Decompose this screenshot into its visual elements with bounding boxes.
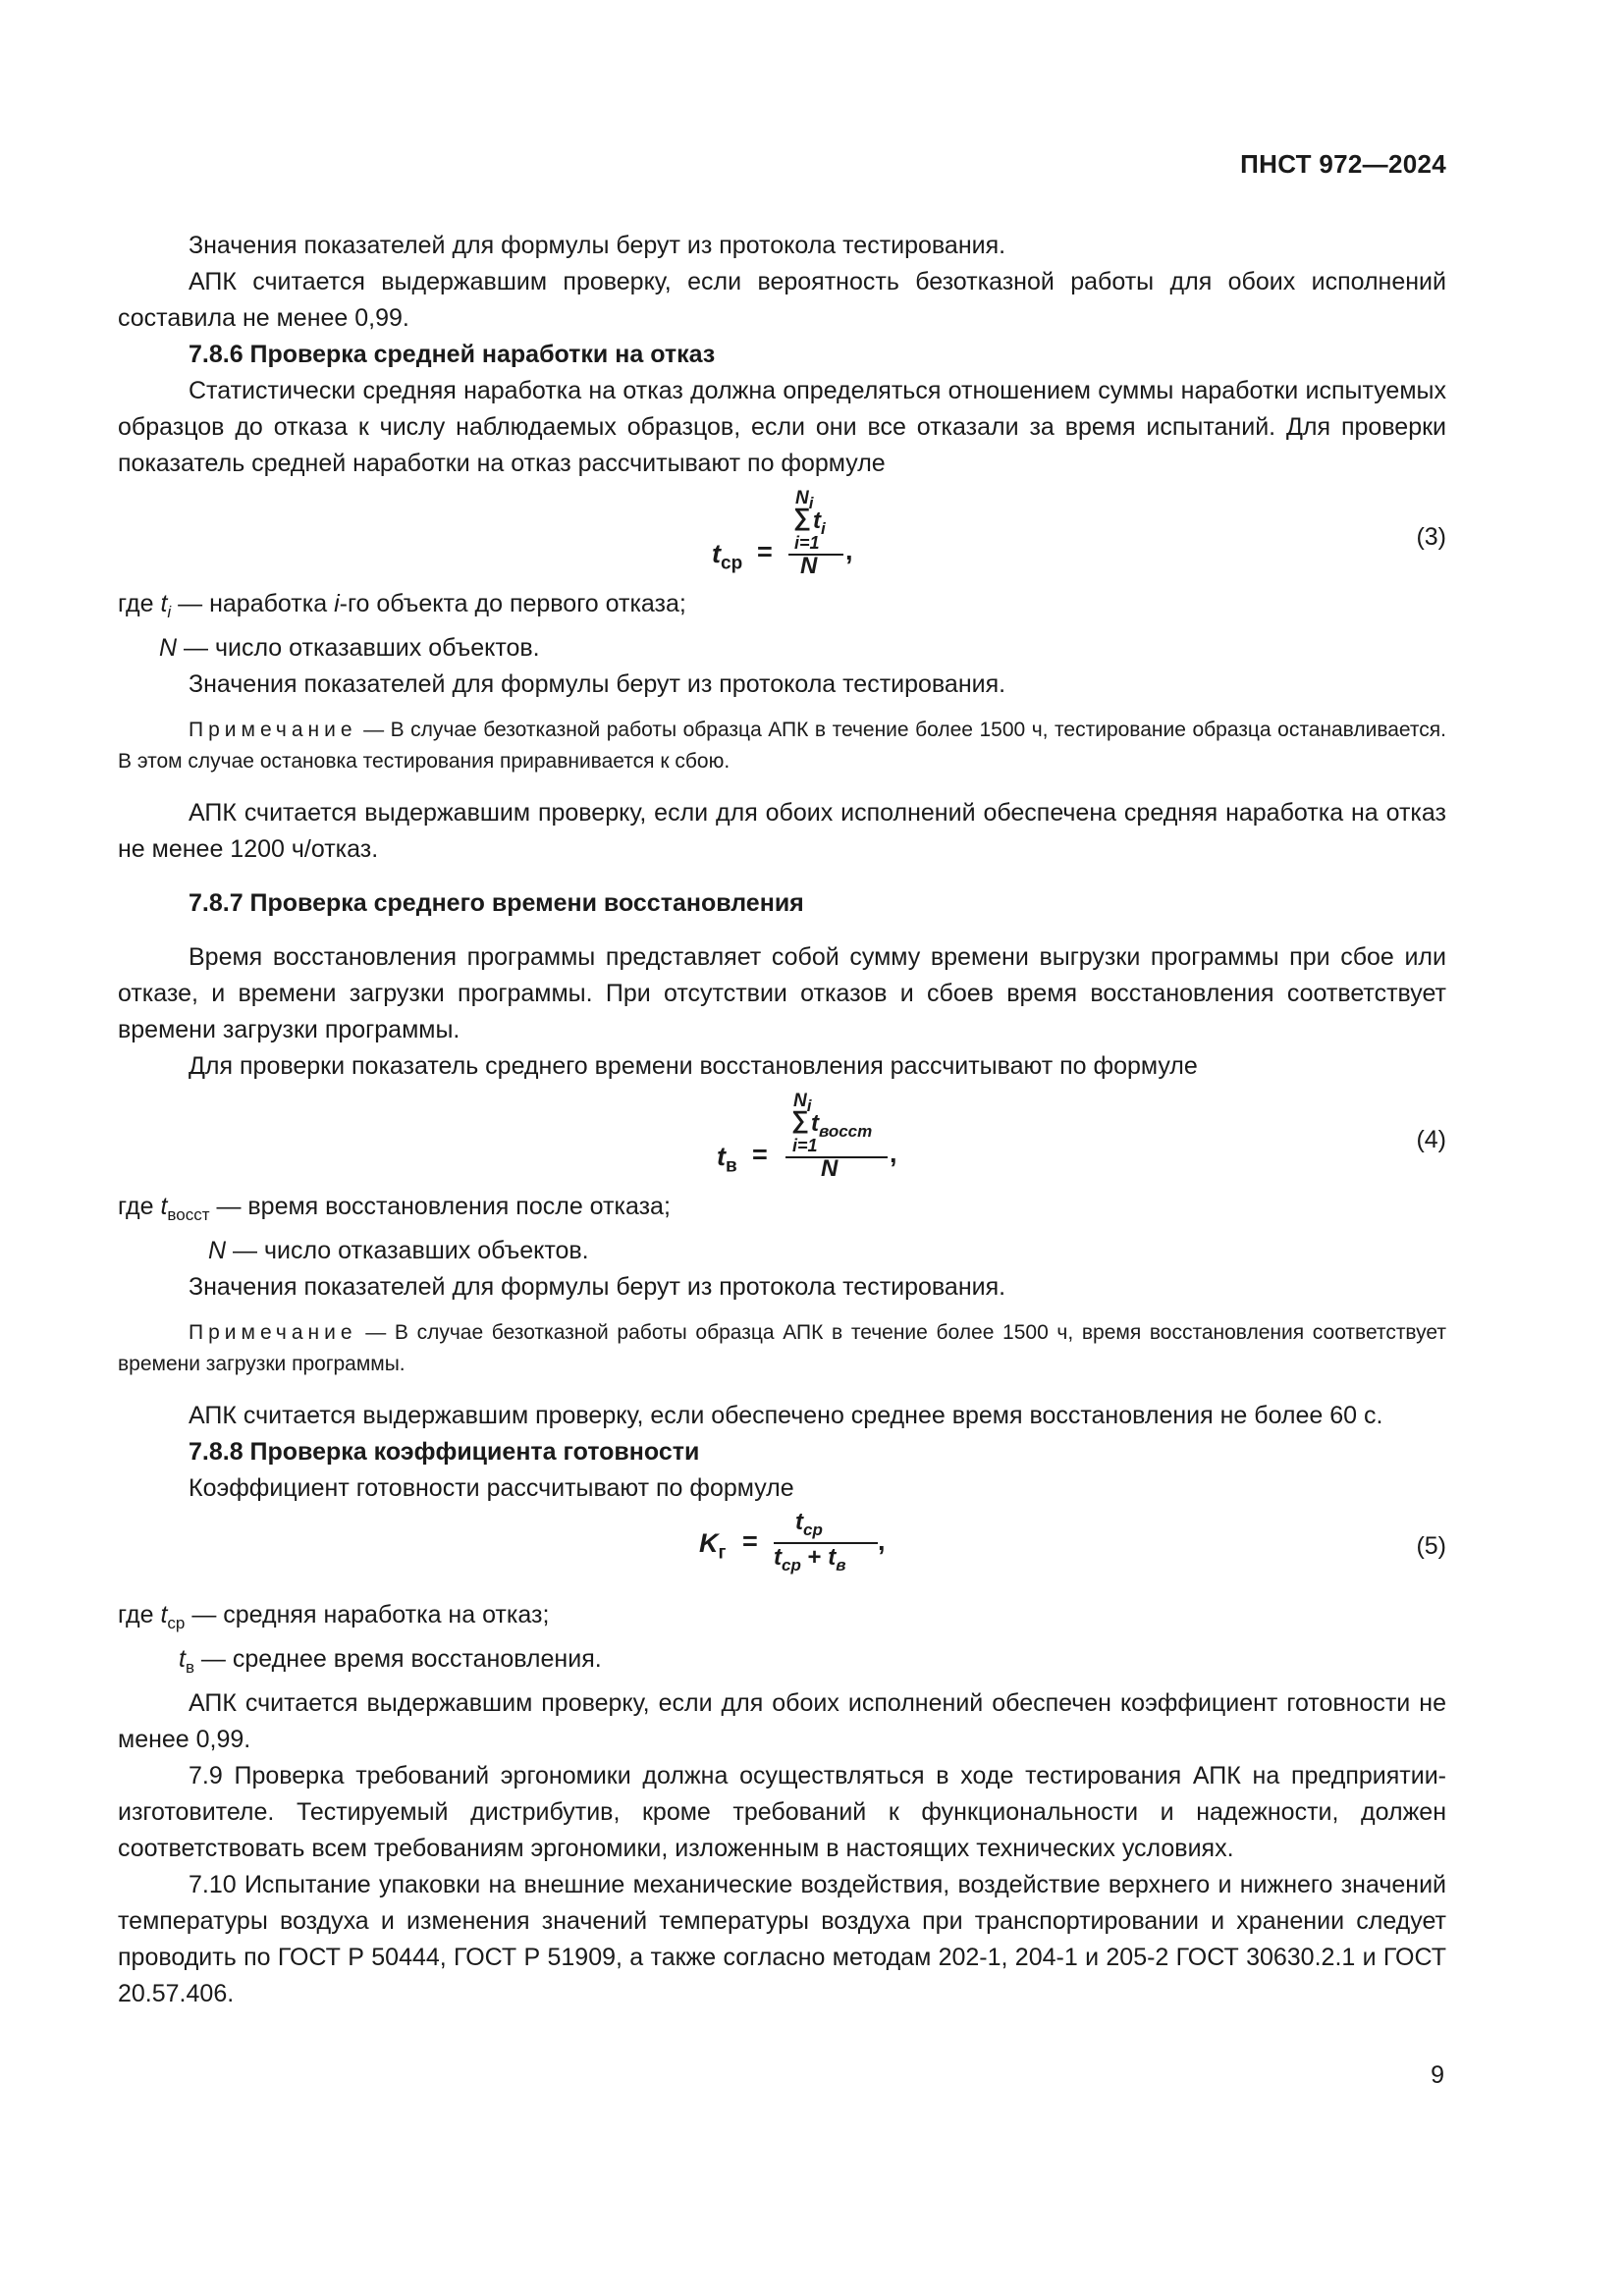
page-content xyxy=(118,228,1446,2012)
formula-number: (5) xyxy=(1416,1532,1446,1560)
def-symbol: N xyxy=(208,1237,227,1264)
paragraph: 7.9 Проверка требований эргономики должна осуществляться в ходе тестирования АПК на предприятии-изготовителе. Тестируемый дистрибутив, кроме требований к функциональности и надежности, должен соответствовать всем требованиям эргономики, изложенным в настоящих технических условиях. xyxy=(118,1762,1446,1862)
formula-lower-limit: i=1 xyxy=(792,1136,818,1155)
def-symbol-sub: ср xyxy=(167,1614,186,1632)
paragraph: 7.10 Испытание упаковки на внешние механические воздействия, воздействие верхнего и нижнего значений температуры воздуха и изменения значений температуры воздуха при транспортировании и хранении следует проводить по ГОСТ Р 50444, ГОСТ Р 51909, а также согласно методам 202-1, 204-1 и 205-2 ГОСТ 30630.2.1 и ГОСТ 20.57.406. xyxy=(118,1871,1446,2007)
paragraph: Значения показателей для формулы берут из протокола тестирования. xyxy=(189,670,1006,698)
formula-upper-limit: N xyxy=(793,1091,807,1111)
formula-numerator-sub: ср xyxy=(803,1520,823,1539)
formula-lhs: K xyxy=(699,1528,719,1558)
paragraph: Коэффициент готовности рассчитывают по формуле xyxy=(189,1474,794,1502)
formula-lhs-sub: в xyxy=(726,1155,737,1177)
def-symbol: t xyxy=(160,590,168,617)
note-text: — В случае безотказной работы образца АПК в течение более 1500 ч, время восстановления соответствует времени загрузки программы. xyxy=(118,1321,1446,1375)
def-text: — средняя наработка на отказ; xyxy=(185,1601,550,1629)
def-symbol: t xyxy=(160,1193,168,1220)
def-text: — число отказавших объектов. xyxy=(177,634,540,662)
formula-lhs: t xyxy=(717,1142,726,1171)
paragraph: Значения показателей для формулы берут из протокола тестирования. xyxy=(189,232,1006,259)
paragraph: Для проверки показатель среднего времени восстановления рассчитывают по формуле xyxy=(189,1052,1198,1080)
formula-term: t xyxy=(811,1110,819,1137)
formula-number: (3) xyxy=(1416,523,1446,551)
sigma-symbol: ∑ xyxy=(791,1106,809,1134)
def-index: i xyxy=(334,590,340,617)
paragraph: АПК считается выдержавшим проверку, если обеспечено среднее время восстановления не более 60 с. xyxy=(189,1402,1383,1429)
paragraph: Статистически средняя наработка на отказ должна определяться отношением суммы наработки испытуемых образцов до отказа к числу наблюдаемых образцов, если они все отказали за время испытаний. Для проверки показатель средней наработки на отказ рассчитывают по формуле xyxy=(118,377,1446,477)
equals-sign: = xyxy=(752,1140,768,1169)
formula-comma: , xyxy=(845,536,853,565)
def-text: — наработка xyxy=(171,590,335,617)
paragraph: АПК считается выдержавшим проверку, если для обоих исполнений обеспечен коэффициент готовности не менее 0,99. xyxy=(118,1689,1446,1753)
formula-denominator: N xyxy=(821,1155,839,1182)
sigma-symbol: ∑ xyxy=(793,504,811,531)
formula-lower-limit: i=1 xyxy=(794,533,820,553)
note-label: Примечание xyxy=(189,719,357,741)
formula-denominator-a-sub: ср xyxy=(782,1555,801,1575)
formula-4 xyxy=(118,1091,1446,1185)
def-text: — среднее время восстановления. xyxy=(193,1645,602,1673)
page-number: 9 xyxy=(1431,2061,1444,2089)
formula-comma: , xyxy=(878,1526,886,1556)
formula-3 xyxy=(118,488,1446,582)
definition-row xyxy=(118,1597,1446,1641)
equals-sign: = xyxy=(757,537,773,566)
note xyxy=(118,715,1446,777)
note-label: Примечание xyxy=(189,1321,357,1344)
formula-denominator-b-sub: в xyxy=(836,1555,846,1575)
section-heading-7-8-8: 7.8.8 Проверка коэффициента готовности xyxy=(189,1438,700,1466)
definitions-3 xyxy=(118,586,1446,667)
formula-comma: , xyxy=(890,1139,897,1168)
formula-lhs-sub: г xyxy=(718,1542,727,1564)
definition-row xyxy=(118,1641,1446,1685)
formula-term-sub: восст xyxy=(819,1121,873,1141)
definitions-5 xyxy=(118,1597,1446,1685)
def-symbol: N xyxy=(159,634,178,662)
def-text: — время восстановления после отказа; xyxy=(209,1193,671,1220)
def-symbol: t xyxy=(179,1645,186,1673)
definitions-4 xyxy=(118,1189,1446,1269)
formula-lhs-sub: ср xyxy=(721,553,743,574)
where-label: где xyxy=(118,590,154,617)
section-heading-7-8-7: 7.8.7 Проверка среднего времени восстановления xyxy=(189,889,804,917)
formula-lhs: t xyxy=(712,539,721,568)
note xyxy=(118,1317,1446,1380)
formula-denominator-a: t xyxy=(774,1544,782,1571)
def-symbol: t xyxy=(160,1601,168,1629)
def-symbol-sub: в xyxy=(185,1658,194,1677)
def-symbol-sub: i xyxy=(167,603,172,621)
where-label: где xyxy=(118,1601,154,1629)
formula-numerator: t xyxy=(795,1509,803,1535)
definition-row xyxy=(118,1233,1446,1269)
formula-upper-limit: N xyxy=(795,488,809,508)
def-text: -го объекта до первого отказа; xyxy=(339,590,686,617)
formula-5 xyxy=(118,1507,1446,1591)
formula-denominator-b: t xyxy=(828,1544,837,1571)
formula-number: (4) xyxy=(1416,1126,1446,1153)
plus-sign: + xyxy=(807,1544,822,1571)
definition-row xyxy=(118,630,1446,667)
where-label: где xyxy=(118,1193,154,1220)
def-symbol-sub: восст xyxy=(167,1205,210,1224)
def-text: — число отказавших объектов. xyxy=(226,1237,589,1264)
formula-denominator: N xyxy=(800,553,818,579)
note-text: — В случае безотказной работы образца АПК в течение более 1500 ч, тестирование образца останавливается. В этом случае остановка тестирования приравнивается к сбою. xyxy=(118,719,1446,773)
paragraph: Значения показателей для формулы берут из протокола тестирования. xyxy=(189,1273,1006,1301)
formula-upper-sub: i xyxy=(808,493,814,512)
formula-term-sub: i xyxy=(821,518,826,538)
definition-row xyxy=(118,586,1446,630)
section-heading-7-8-6: 7.8.6 Проверка средней наработки на отказ xyxy=(189,341,716,368)
formula-upper-sub: i xyxy=(806,1095,812,1115)
definition-row xyxy=(118,1189,1446,1233)
paragraph: АПК считается выдержавшим проверку, если для обоих исполнений обеспечена средняя наработка на отказ не менее 1200 ч/отказ. xyxy=(118,799,1446,863)
equals-sign: = xyxy=(742,1526,758,1556)
formula-term: t xyxy=(813,507,821,534)
document-code: ПНСТ 972—2024 xyxy=(1240,149,1446,179)
paragraph: АПК считается выдержавшим проверку, если вероятность безотказной работы для обоих исполнений составила не менее 0,99. xyxy=(118,268,1446,332)
paragraph: Время восстановления программы представляет собой сумму времени выгрузки программы при сбое или отказе, и времени загрузки программы. При отсутствии отказов и сбоев время восстановления соответствует времени загрузки программы. xyxy=(118,943,1446,1043)
